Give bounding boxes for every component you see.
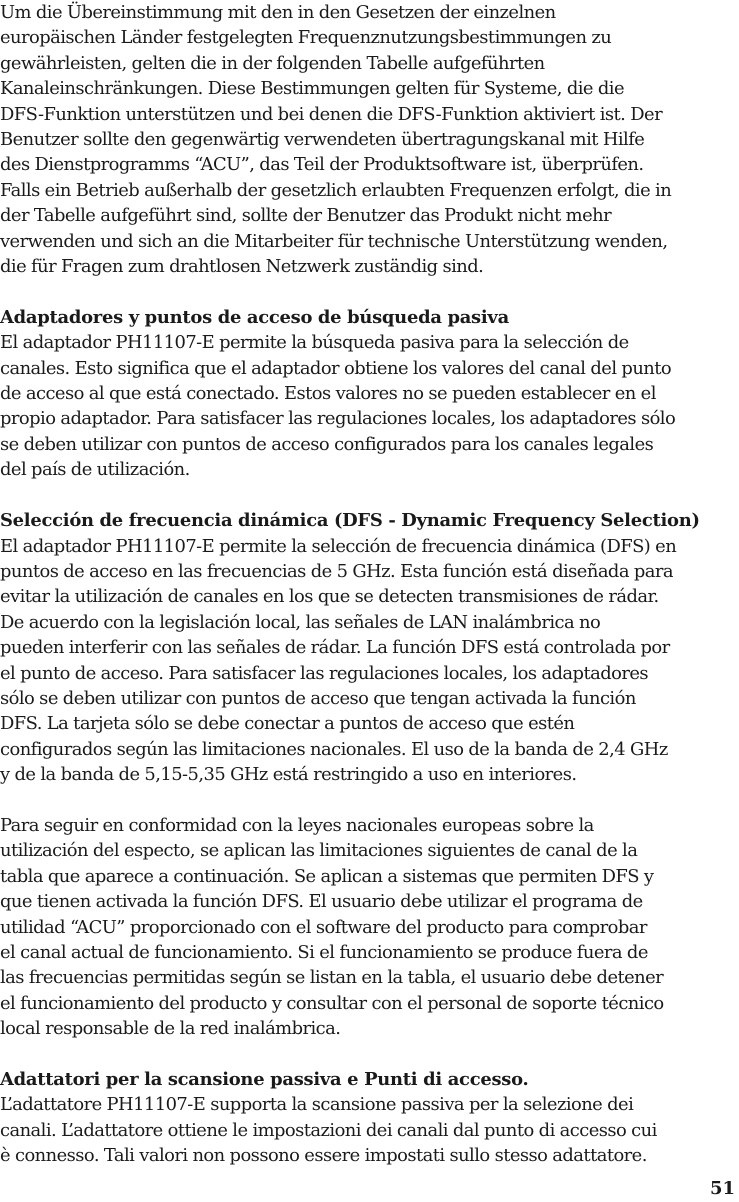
section-heading: Adaptadores y puntos de acceso de búsqueda pasiva xyxy=(0,306,509,328)
text-line: DFS-Funktion unterstützen und bei denen die DFS-Funktion aktiviert ist. Der xyxy=(0,103,663,125)
text-line: puntos de acceso en las frecuencias de 5 GHz. Esta función está diseñada para xyxy=(0,560,674,582)
text-line: canales. Esto significa que el adaptador obtiene los valores del canal del punto xyxy=(0,357,672,379)
text-line: die für Fragen zum drahtlosen Netzwerk zuständig sind. xyxy=(0,256,484,278)
german-paragraph xyxy=(0,0,739,279)
text-line: Benutzer sollte den gegenwärtig verwendeten übertragungskanal mit Hilfe xyxy=(0,129,645,151)
text-line: local responsable de la red inalámbrica. xyxy=(0,1018,341,1040)
text-line: canali. L’adattatore ottiene le impostazioni dei canali dal punto di accesso cui xyxy=(0,1119,657,1141)
text-line: tabla que aparece a continuación. Se aplican a sistemas que permiten DFS y xyxy=(0,865,654,887)
text-line: Para seguir en conformidad con la leyes nacionales europeas sobre la xyxy=(0,814,594,836)
text-line: el canal actual de funcionamiento. Si el funcionamiento se produce fuera de xyxy=(0,941,648,963)
section-heading: Selección de frecuencia dinámica (DFS - Dynamic Frequency Selection) xyxy=(0,510,700,532)
paragraph-gap xyxy=(0,1042,739,1067)
text-line: è connesso. Tali valori non possono essere impostati sullo stesso adattatore. xyxy=(0,1145,647,1167)
text-line: der Tabelle aufgeführt sind, sollte der Benutzer das Produkt nicht mehr xyxy=(0,205,612,227)
paragraph-gap xyxy=(0,279,739,304)
text-line: utilidad “ACU” proporcionado con el software del producto para comprobar xyxy=(0,916,647,938)
text-line: L’adattatore PH11107-E supporta la scansione passiva per la selezione dei xyxy=(0,1094,634,1116)
section-heading: Adattatori per la scansione passiva e Punti di accesso. xyxy=(0,1069,529,1090)
text-line: utilización del especto, se aplican las limitaciones siguientes de canal de la xyxy=(0,840,638,862)
spanish-compliance-paragraph xyxy=(0,813,739,1042)
text-line: verwenden und sich an die Mitarbeiter für technische Unterstützung wenden, xyxy=(0,230,668,252)
text-line: sólo se deben utilizar con puntos de acceso que tengan activada la función xyxy=(0,687,636,709)
text-line: que tienen activada la función DFS. El usuario debe utilizar el programa de xyxy=(0,891,643,913)
text-line: pueden interferir con las señales de rádar. La función DFS está controlada por xyxy=(0,637,670,659)
text-line: des Dienstprogramms “ACU”, das Teil der Produktsoftware ist, überprüfen. xyxy=(0,154,644,176)
text-line: gewährleisten, gelten die in der folgenden Tabelle aufgeführten xyxy=(0,52,545,74)
page-number: 51 xyxy=(709,1178,735,1199)
text-line: el funcionamiento del producto y consultar con el personal de soporte técnico xyxy=(0,992,664,1014)
spanish-dfs-section xyxy=(0,508,739,787)
text-line: europäischen Länder festgelegten Frequenznutzungsbestimmungen zu xyxy=(0,27,612,49)
text-line: Falls ein Betrieb außerhalb der gesetzlich erlaubten Frequenzen erfolgt, die in xyxy=(0,179,672,201)
text-line: Um die Übereinstimmung mit den in den Gesetzen der einzelnen xyxy=(0,2,556,23)
text-line: propio adaptador. Para satisfacer las regulaciones locales, los adaptadores sólo xyxy=(0,408,676,430)
text-line: evitar la utilización de canales en los que se detecten transmisiones de rádar. xyxy=(0,586,659,608)
text-line: configurados según las limitaciones nacionales. El uso de la banda de 2,4 GHz xyxy=(0,738,668,760)
text-line: El adaptador PH11107-E permite la búsqueda pasiva para la selección de xyxy=(0,332,629,354)
text-line: el punto de acceso. Para satisfacer las regulaciones locales, los adaptadores xyxy=(0,662,648,684)
text-line: de acceso al que está conectado. Estos valores no se pueden establecer en el xyxy=(0,383,656,405)
paragraph-gap xyxy=(0,788,739,813)
spanish-passive-section xyxy=(0,305,739,483)
text-line: Kanaleinschränkungen. Diese Bestimmungen gelten für Systeme, die die xyxy=(0,78,625,100)
paragraph-gap xyxy=(0,483,739,508)
text-line: del país de utilización. xyxy=(0,459,190,481)
text-line: y de la banda de 5,15-5,35 GHz está restringido a uso en interiores. xyxy=(0,764,577,786)
text-line: De acuerdo con la legislación local, las señales de LAN inalámbrica no xyxy=(0,611,601,633)
text-line: se deben utilizar con puntos de acceso configurados para los canales legales xyxy=(0,433,654,455)
text-line: El adaptador PH11107-E permite la selección de frecuencia dinámica (DFS) en xyxy=(0,535,677,557)
text-line: DFS. La tarjeta sólo se debe conectar a puntos de acceso que estén xyxy=(0,713,575,735)
text-line: las frecuencias permitidas según se listan en la tabla, el usuario debe detener xyxy=(0,967,664,989)
italian-passive-section xyxy=(0,1067,739,1169)
